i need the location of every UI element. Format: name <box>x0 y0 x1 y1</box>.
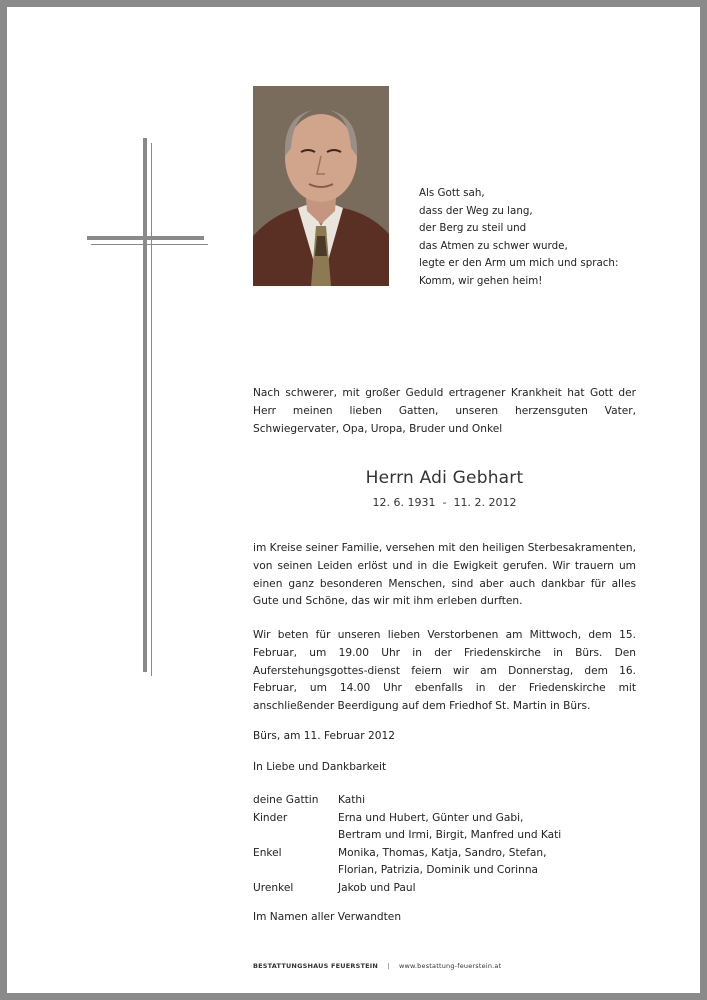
family-row <box>253 880 653 898</box>
family-role: Enkel <box>253 846 282 859</box>
cross-vertical-line <box>151 143 152 676</box>
family-names: Bertram und Irmi, Birgit, Manfred und Kati <box>338 829 562 842</box>
poem <box>419 185 669 291</box>
family-list <box>253 792 653 898</box>
cross-vertical-bar <box>143 138 147 672</box>
family-names: Florian, Patrizia, Dominik und Corinna <box>338 864 539 877</box>
place-date: Bürs, am 11. Februar 2012 <box>253 730 395 742</box>
family-names: Monika, Thomas, Katja, Sandro, Stefan, <box>338 846 547 859</box>
poem-line: der Berg zu steil und <box>419 222 527 235</box>
intro-paragraph: Nach schwerer, mit großer Geduld ertragener Krankheit hat Gott der Herr meinen lieben Gatten, unseren herzensguten Vater, Schwiegervater, Opa, Uropa, Bruder und Onkel <box>253 387 636 435</box>
family-role: Urenkel <box>253 881 294 894</box>
poem-line: Komm, wir gehen heim! <box>419 274 543 287</box>
family-role <box>253 862 338 880</box>
portrait-illustration <box>253 86 389 286</box>
family-row <box>253 845 653 863</box>
family-role: Kinder <box>253 811 288 824</box>
cross-horizontal-bar <box>87 236 204 240</box>
website-link[interactable]: www.bestattung-feuerstein.at <box>398 962 502 970</box>
life-dates: 12. 6. 1931 - 11. 2. 2012 <box>372 496 517 509</box>
deceased-name: Herrn Adi Gebhart <box>365 468 524 488</box>
family-names: Kathi <box>338 794 366 806</box>
portrait-photo <box>253 86 389 286</box>
poem-line: Als Gott sah, <box>419 187 485 199</box>
poem-line: das Atmen zu schwer wurde, <box>419 239 568 252</box>
cross-horizontal-line <box>91 244 208 245</box>
funeral-details-paragraph: Wir beten für unseren lieben Verstorbenen am Mittwoch, dem 15. Februar, um 19.00 Uhr in der Friedenskirche in Bürs. Den Auferstehungsgottes-dienst feiern wir am Donnerstag, dem 16. Februar, um 14.00 Uhr ebenfalls in der Friedenskirche mit anschließender Beerdigung auf dem Friedhof St. Martin in Bürs. <box>253 629 636 713</box>
family-row <box>253 792 653 810</box>
footer <box>253 962 501 970</box>
poem-line: dass der Weg zu lang, <box>419 204 533 217</box>
family-names: Jakob und Paul <box>338 881 416 894</box>
family-names: Erna und Hubert, Günter und Gabi, <box>338 811 524 824</box>
family-role: deine Gattin <box>253 794 319 806</box>
funeral-home-name: BESTATTUNGSHAUS FEUERSTEIN <box>253 962 378 970</box>
family-row <box>253 827 653 845</box>
on-behalf-line: Im Namen aller Verwandten <box>253 911 402 923</box>
closing-line: In Liebe und Dankbarkeit <box>253 761 387 773</box>
family-circle-paragraph: im Kreise seiner Familie, versehen mit den heiligen Sterbesakramenten, von seinen Leiden erlöst und in die Ewigkeit gerufen. Wir trauern um einen ganz besonderen Menschen, sind aber auch dankbar für alles Gute und Schöne, das wir mit ihm erleben durften. <box>253 542 636 608</box>
footer-separator: | <box>387 962 390 970</box>
poem-line: legte er den Arm um mich und sprach: <box>419 257 619 270</box>
family-role <box>253 827 338 845</box>
family-row <box>253 862 653 880</box>
family-row <box>253 810 653 828</box>
